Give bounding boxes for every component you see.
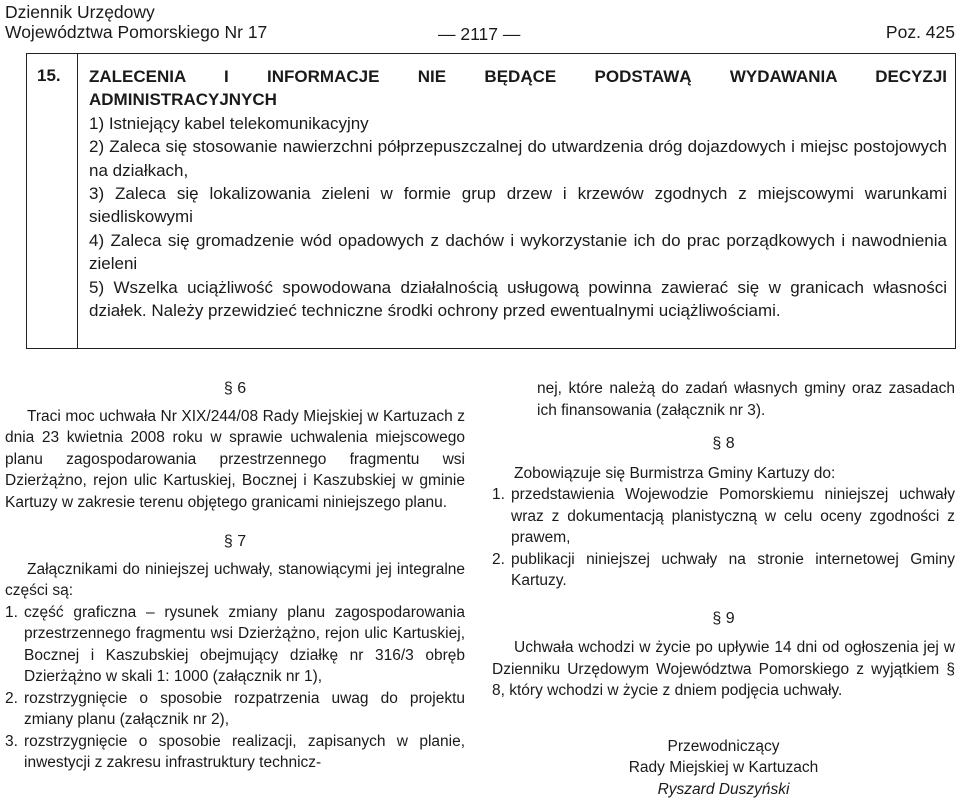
- list-item-number: 2.: [492, 550, 505, 568]
- table-item-5: 5) Wszelka uciążliwość spowodowana działalnością usługową powinna zawierać się w granicach własności działek. Należy przewidzieć techniczne środki ochrony przed ewentualnymi uciążliwościami.: [89, 277, 947, 321]
- list-item: [5, 602, 465, 688]
- list-item: [492, 484, 955, 549]
- list-item-text: publikacji niniejszej uchwały na stronie internetowej Gminy Kartuzy.: [511, 550, 955, 589]
- table-content: [89, 65, 947, 322]
- section-9-text: Uchwała wchodzi w życie po upływie 14 dni od ogłoszenia jej w Dzienniku Urzędowym Województwa Pomorskiego z wyjątkiem § 8, który wchodzi w życie z dniem podjęcia uchwały.: [492, 639, 955, 699]
- list-item-number: 2.: [5, 689, 18, 707]
- journal-title-line1: Dziennik Urzędowy: [5, 2, 155, 22]
- journal-title-line2: Województwa Pomorskiego Nr 17: [5, 22, 268, 42]
- section-8-intro: Zobowiązuje się Burmistrza Gminy Kartuzy do:: [514, 464, 836, 482]
- signature-title: Przewodniczący: [667, 737, 780, 755]
- section-6-text: Traci moc uchwała Nr XIX/244/08 Rady Miejskiej w Kartuzach z dnia 23 kwietnia 2008 roku w sprawie uchwalenia miejscowego planu zagospodarowania przestrzennego fragmentu wsi Dzierżążno, rejon ulic Kartuskiej, Bocznej i Kaszubskiej w gminie Kartuzy w zakresie terenu objętego granicami niniejszego planu.: [5, 407, 465, 511]
- table-row-number: 15.: [37, 66, 61, 85]
- table-title-line1: ZALECENIA I INFORMACJE NIE BĘDĄCE PODSTAWĄ WYDAWANIA DECYZJI: [89, 67, 947, 86]
- section-7-list: [5, 602, 465, 774]
- position-number: Poz. 425: [885, 22, 955, 42]
- section-9-heading: § 9: [712, 609, 735, 627]
- recommendations-table: [26, 53, 956, 349]
- table-item-1: 1) Istniejący kabel telekomunikacyjny: [89, 113, 369, 133]
- list-item-text: rozstrzygnięcie o sposobie rozpatrzenia uwag do projektu zmiany planu (załącznik nr 2),: [24, 689, 465, 728]
- signature-body: Rady Miejskiej w Kartuzach: [628, 759, 819, 776]
- section-8-list: [492, 484, 955, 592]
- signature-block: [492, 736, 955, 801]
- table-item-3: 3) Zaleca się lokalizowania zieleni w formie grup drzew i krzewów zgodnych z miejscowymi warunkami siedliskowymi: [89, 184, 947, 227]
- list-item-number: 1.: [5, 603, 18, 621]
- table-item-4: 4) Zaleca się gromadzenie wód opadowych z dachów i wykorzystanie ich do prac porządkowych i nawodnienia zieleni: [89, 230, 947, 274]
- section-7-heading: § 7: [223, 533, 247, 550]
- table-title: [89, 65, 947, 112]
- list-item-number: 1.: [492, 486, 505, 503]
- list-item-text: rozstrzygnięcie o sposobie realizacji, zapisanych w planie, inwestycji z zakresu infrastruktury technicz-: [24, 732, 465, 771]
- section-7-continuation: nej, które należą do zadań własnych gminy oraz zasadach ich finansowania (załącznik nr 3).: [537, 380, 955, 419]
- journal-title: [5, 2, 267, 42]
- section-7-intro: Załącznikami do niniejszej uchwały, stanowiącymi jej integralne części są:: [5, 560, 465, 599]
- left-column: [5, 378, 465, 774]
- right-column: [492, 378, 955, 800]
- list-item-number: 3.: [5, 732, 18, 750]
- table-title-line2: ADMINISTRACYJNYCH: [89, 90, 277, 110]
- section-8-heading: § 8: [712, 435, 735, 452]
- section-6-heading: § 6: [223, 380, 247, 397]
- page-number: — 2117 —: [438, 24, 521, 44]
- list-item: [5, 731, 465, 774]
- table-column-divider: [77, 54, 78, 348]
- list-item: [492, 549, 955, 592]
- list-item-text: część graficzna – rysunek zmiany planu zagospodarowania przestrzennego fragmentu wsi Dzierżążno, rejon ulic Kartuskiej, Bocznej i Kaszubskiej obejmujący działkę nr 316/3 obręb Dzierżążno w skali 1: 1000 (załącznik nr 1),: [24, 603, 465, 685]
- list-item: [5, 688, 465, 731]
- page-header: [5, 2, 955, 42]
- list-item-text: przedstawienia Wojewodzie Pomorskiemu niniejszej uchwały wraz z dokumentacją planistyczną w celu oceny zgodności z prawem,: [511, 486, 955, 546]
- table-item-2: 2) Zaleca się stosowanie nawierzchni półprzepuszczalnej do utwardzenia dróg dojazdowych i miejsc postojowych na działkach,: [89, 137, 947, 180]
- signature-name: Ryszard Duszyński: [657, 780, 790, 798]
